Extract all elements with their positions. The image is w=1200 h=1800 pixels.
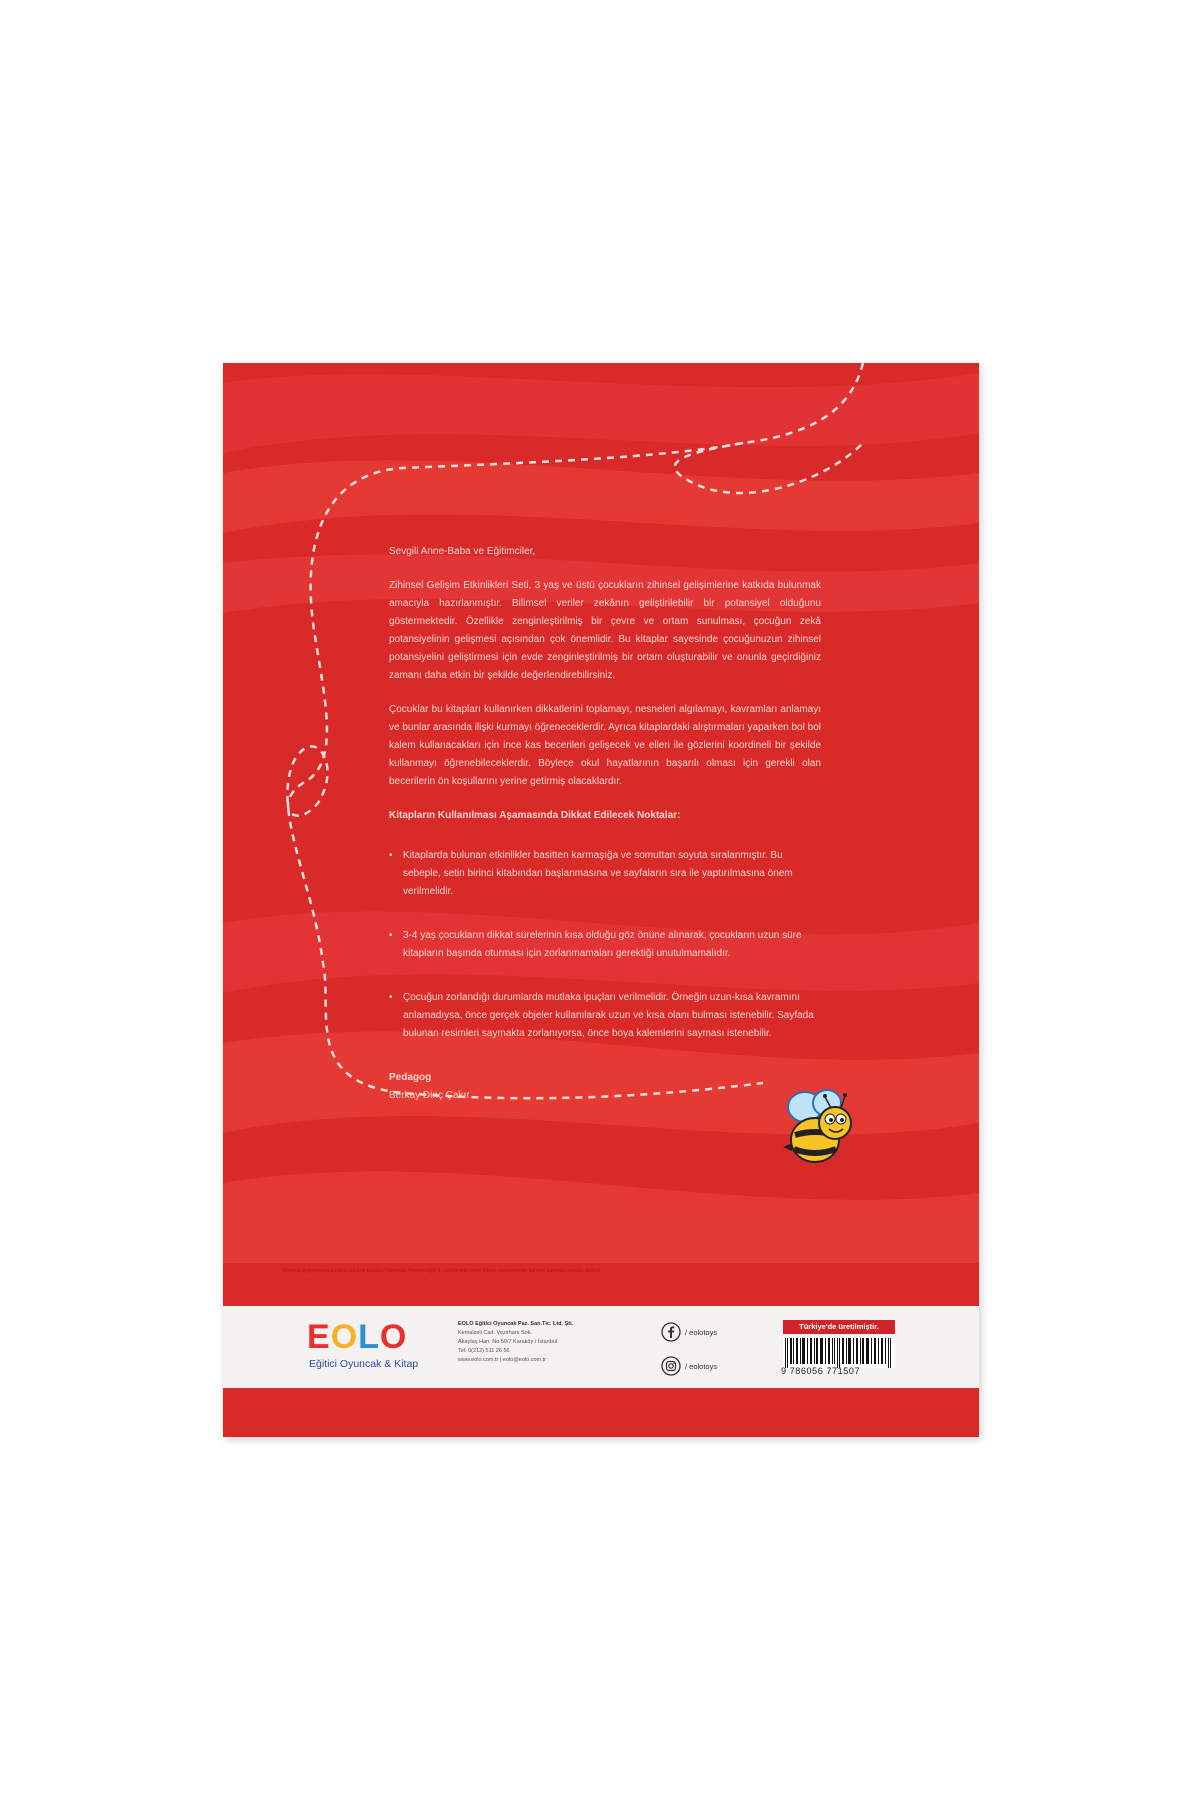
instagram-handle: / eolotoys xyxy=(685,1361,718,1371)
tip-item: • 3-4 yaş çocukların dikkat sürelerinin kısa olduğu göz önüne alınarak, çocukların uzun süre kitapların başında oturması için zorlanmamaları gerektiği unutulmamalıdır. xyxy=(389,927,821,963)
tip-item: • Çocuğun zorlandığı durumlarda mutlaka ipuçları verilmelidir. Örneğin uzun-kısa kavramını anlamadıysa, önce gerçek objeler kullanılarak uzun ve kısa olanı bulması istenebilir. Sayfada bulunan resimleri saymakta zorlanıyorsa, önce boya kalemlerini sayması istenebilir. xyxy=(389,989,821,1043)
made-in-badge: Türkiye'de üretilmiştir. xyxy=(783,1320,895,1334)
logo-letters xyxy=(307,1320,407,1354)
tips-list xyxy=(389,847,821,1043)
disclaimer-text: Bandrol Uygulamasına İlişkin Usul ve Esaslar Hakkında Yönetmeliğin 5. maddesinin ikinci fıkrası çerçevesinde bandrol taşıması zorunlu değildir. xyxy=(283,1268,602,1274)
tip-item: • Kitaplarda bulunan etkinlikler basitten karmaşığa ve somuttan soyuta sıralanmıştır. Bu sebeple, setin birinci kitabından başlanmasına ve sayfaların sıra ile yaptırılmasına önem verilmelidir. xyxy=(389,847,821,901)
letter-paragraph-1: Zihinsel Gelişim Etkinlikleri Seti, 3 yaş ve üstü çocukların zihinsel gelişimlerine katkıda bulunmak amacıyla hazırlanmıştır. Bilimsel veriler zekânın geliştirilebilir bir potansiyel olduğunu göstermektedir. Özellikle zenginleştirilmiş bir çevre ve ortam sunulması, çocuğun zekâ potansiyelinin gelişmesi açısından çok önemlidir. Bu kitaplar sayesinde çocuğunuzun zihinsel potansiyelini geliştirmesi için evde zenginleştirilmiş bir ortam oluşturabilir ve onunla geçirdiğiniz zamanı daha etkin bir şekilde değerlendirebilirsiniz. xyxy=(389,580,821,681)
letter-text xyxy=(389,543,821,1105)
facebook-link[interactable] xyxy=(661,1320,771,1344)
logo-letter: E xyxy=(307,1318,331,1356)
logo-tagline: Eğitici Oyuncak & Kitap xyxy=(309,1358,419,1370)
eolo-logo xyxy=(307,1320,437,1376)
book-back-cover xyxy=(223,363,979,1437)
publisher-footer xyxy=(223,1306,979,1388)
company-address-line-2: Akaytaş Han. No:50/7 Karaköy / İstanbul xyxy=(458,1339,558,1345)
barcode xyxy=(783,1338,895,1368)
instagram-icon xyxy=(661,1356,681,1376)
facebook-icon xyxy=(661,1322,681,1342)
logo-letter: L xyxy=(358,1318,380,1356)
company-phone: Tel: 0(212) 511 26 56 xyxy=(458,1348,510,1354)
social-links xyxy=(661,1320,771,1388)
logo-letter: O xyxy=(379,1318,408,1356)
signature-name: Berkay Dinç Çakır xyxy=(389,1090,470,1101)
company-address-line-1: Kemalzeli Cad. Vezirhanı Sok. xyxy=(458,1330,532,1336)
facebook-handle: / eolotoys xyxy=(685,1327,718,1337)
barcode-number: 9 786056 771507 xyxy=(781,1366,861,1376)
logo-letter: O xyxy=(330,1318,359,1356)
tips-heading: Kitapların Kullanılması Aşamasında Dikkat Edilecek Noktalar: xyxy=(389,810,681,821)
company-info xyxy=(458,1320,648,1365)
company-name: EOLO Eğitici Oyuncak Paz. San.Tic. Ltd. Şti. xyxy=(458,1321,574,1327)
signature-role: Pedagog xyxy=(389,1072,432,1083)
instagram-link[interactable] xyxy=(661,1354,771,1378)
bee-illustration xyxy=(775,1085,865,1185)
letter-greeting: Sevgili Anne-Baba ve Eğitimciler, xyxy=(389,546,536,557)
letter-paragraph-2: Çocuklar bu kitapları kullanırken dikkatlerini toplamayı, nesneleri algılamayı, kavramları anlamayı ve bunlar arasında ilişki kurmayı öğreneceklerdir. Ayrıca kitaplardaki alıştırmaları yaparken bol bol kalem kullanacakları için ince kas becerileri gelişecek ve elleri ile gözlerini koordineli bir şekilde kullanmayı öğrenebileceklerdir. Böylece okul hayatlarının başarılı olması için gerekli olan becerilerin ön koşullarını yerine getirmiş olacaklardır. xyxy=(389,704,821,787)
company-web: www.eolo.com.tr | eolo@eolo.com.tr xyxy=(458,1357,547,1363)
